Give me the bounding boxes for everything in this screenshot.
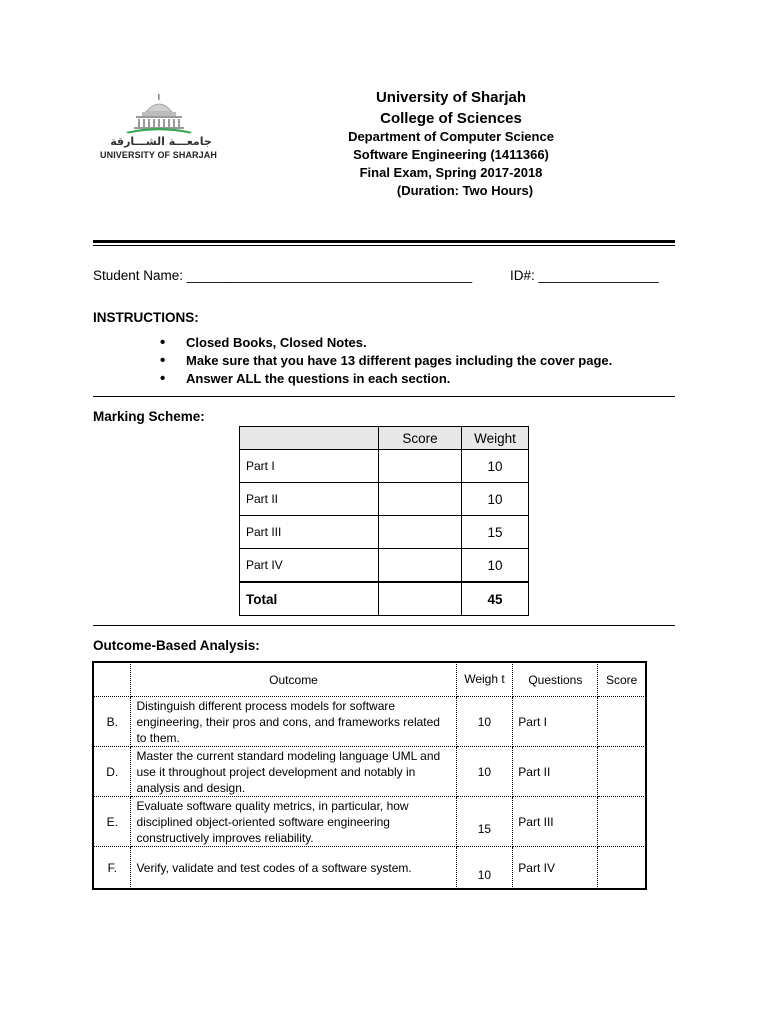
outcome-analysis-title: Outcome-Based Analysis: bbox=[93, 638, 260, 653]
marking-row bbox=[240, 483, 529, 516]
marking-scheme-table bbox=[239, 426, 529, 616]
outcome-row bbox=[94, 697, 646, 747]
outcome-question: Part IV bbox=[513, 847, 598, 889]
outcome-weight: 10 bbox=[456, 697, 513, 747]
course-title: Software Engineering (1411366) bbox=[353, 147, 549, 162]
outcome-weight-value: 15 bbox=[477, 821, 492, 836]
logo-english-text: UNIVERSITY OF SHARJAH bbox=[100, 150, 217, 160]
outcome-weight bbox=[456, 847, 513, 889]
marking-total-label: Total bbox=[240, 582, 379, 616]
section-divider bbox=[93, 625, 675, 626]
student-id-field[interactable]: ID#: ________________ bbox=[510, 268, 659, 283]
marking-score-cell[interactable] bbox=[379, 516, 462, 549]
student-name-field[interactable]: Student Name: ______________________________________ bbox=[93, 268, 473, 283]
marking-score-cell[interactable] bbox=[379, 483, 462, 516]
outcome-letter: E. bbox=[94, 797, 131, 847]
header-divider-thick bbox=[93, 240, 675, 243]
outcome-question: Part I bbox=[513, 697, 598, 747]
marking-total-score-cell[interactable] bbox=[379, 582, 462, 616]
outcome-header-questions: Questions bbox=[513, 663, 598, 697]
department-name: Department of Computer Science bbox=[348, 129, 554, 144]
marking-weight: 10 bbox=[462, 549, 529, 583]
marking-part: Part II bbox=[240, 483, 379, 516]
outcome-text: Verify, validate and test codes of a software system. bbox=[131, 847, 456, 889]
outcome-weight bbox=[456, 797, 513, 847]
outcome-letter: D. bbox=[94, 747, 131, 797]
outcome-header-outcome: Outcome bbox=[131, 663, 456, 697]
outcome-score-cell[interactable] bbox=[598, 797, 646, 847]
exam-title: Final Exam, Spring 2017-2018 bbox=[359, 165, 543, 180]
marking-weight: 15 bbox=[462, 516, 529, 549]
college-name: College of Sciences bbox=[380, 110, 522, 127]
marking-header-weight: Weight bbox=[462, 427, 529, 450]
marking-weight: 10 bbox=[462, 483, 529, 516]
header-divider-thin bbox=[93, 245, 675, 246]
outcome-weight: 10 bbox=[456, 747, 513, 797]
outcome-row bbox=[94, 747, 646, 797]
outcome-question: Part II bbox=[513, 747, 598, 797]
outcome-text: Distinguish different process models for software engineering, their pros and cons, and frameworks related to them. bbox=[131, 697, 456, 747]
marking-row bbox=[240, 450, 529, 483]
marking-part: Part III bbox=[240, 516, 379, 549]
outcome-header-blank bbox=[94, 663, 131, 697]
outcome-header-weight: Weigh t bbox=[456, 663, 513, 697]
marking-row bbox=[240, 549, 529, 583]
marking-header-row bbox=[240, 427, 529, 450]
marking-weight: 10 bbox=[462, 450, 529, 483]
marking-header-blank bbox=[240, 427, 379, 450]
outcome-analysis-table bbox=[93, 662, 646, 889]
outcome-question: Part III bbox=[513, 797, 598, 847]
marking-part: Part I bbox=[240, 450, 379, 483]
marking-total-weight: 45 bbox=[462, 582, 529, 616]
outcome-row bbox=[94, 847, 646, 889]
marking-part: Part IV bbox=[240, 549, 379, 583]
outcome-score-cell[interactable] bbox=[598, 747, 646, 797]
outcome-letter: B. bbox=[94, 697, 131, 747]
outcome-text: Master the current standard modeling language UML and use it throughout project development and notably in analysis and design. bbox=[131, 747, 456, 797]
outcome-row bbox=[94, 797, 646, 847]
university-name: University of Sharjah bbox=[375, 89, 527, 106]
instruction-item: • Make sure that you have 13 different pages including the cover page. bbox=[160, 352, 612, 370]
outcome-score-cell[interactable] bbox=[598, 697, 646, 747]
marking-score-cell[interactable] bbox=[379, 450, 462, 483]
marking-total-row bbox=[240, 582, 529, 616]
instructions-list bbox=[160, 334, 612, 388]
logo-arabic-text: جامعـــة الشـــارقة bbox=[110, 135, 212, 148]
outcome-header-row bbox=[94, 663, 646, 697]
outcome-text: Evaluate software quality metrics, in particular, how disciplined object-oriented software engineering constructively improves reliability. bbox=[131, 797, 456, 847]
exam-duration: (Duration: Two Hours) bbox=[396, 183, 534, 198]
marking-scheme-title: Marking Scheme: bbox=[93, 409, 205, 424]
university-logo bbox=[96, 92, 226, 168]
section-divider bbox=[93, 396, 675, 397]
instruction-item: • Closed Books, Closed Notes. bbox=[160, 334, 612, 352]
outcome-header-score: Score bbox=[598, 663, 646, 697]
outcome-score-cell[interactable] bbox=[598, 847, 646, 889]
instructions-title: INSTRUCTIONS: bbox=[93, 310, 199, 325]
outcome-letter: F. bbox=[94, 847, 131, 889]
marking-row bbox=[240, 516, 529, 549]
marking-header-score: Score bbox=[379, 427, 462, 450]
outcome-weight-value: 10 bbox=[477, 867, 492, 882]
instruction-item: • Answer ALL the questions in each section. bbox=[160, 370, 612, 388]
marking-score-cell[interactable] bbox=[379, 549, 462, 583]
